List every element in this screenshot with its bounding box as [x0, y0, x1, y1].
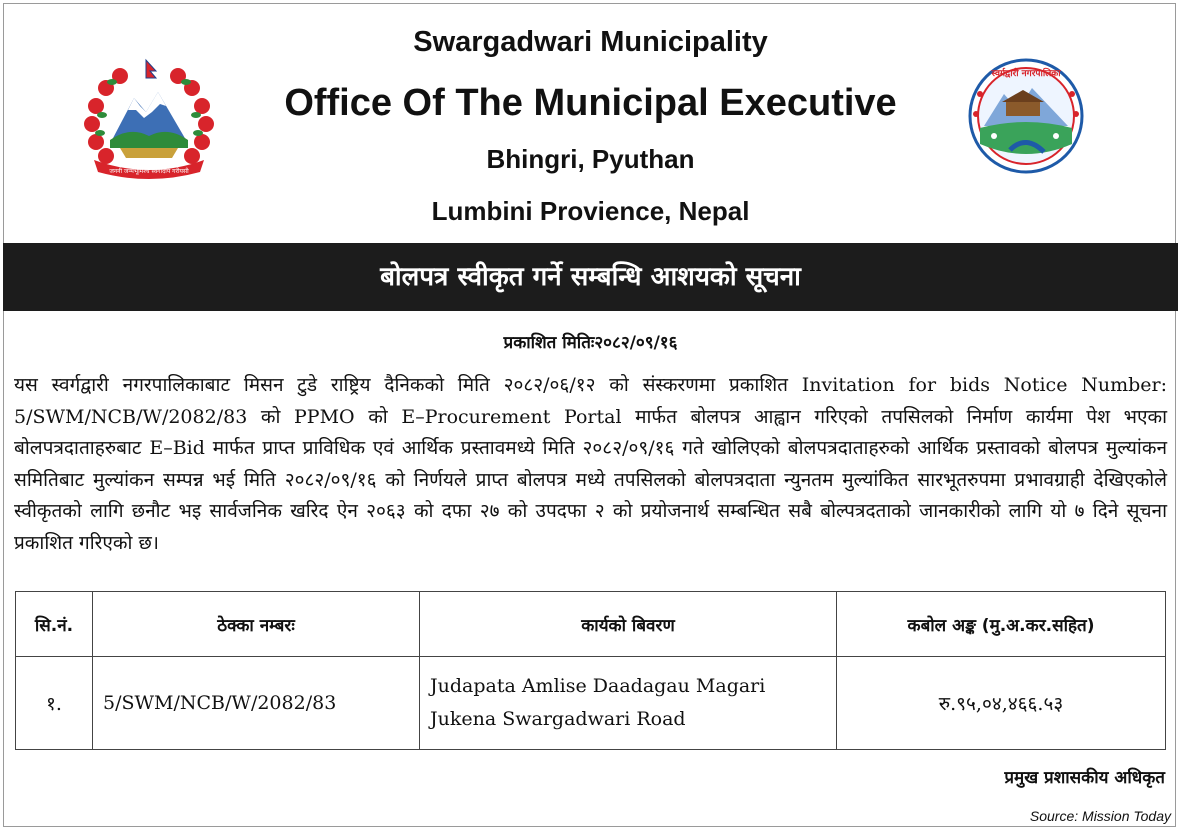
notice-title: बोलपत्र स्वीकृत गर्ने सम्बन्धि आशयको सूचना: [3, 243, 1178, 311]
description-line-2: Jukena Swargadwari Road: [430, 708, 686, 730]
cell-contract-number: 5/SWM/NCB/W/2082/83: [93, 657, 420, 750]
svg-text:जननी जन्मभूमिश्च स्वर्गादपि गर: जननी जन्मभूमिश्च स्वर्गादपि गरीयसी: [109, 168, 189, 175]
logo-text: स्वर्गद्वारी नगरपालिका: [991, 69, 1061, 79]
office-name: Office Of The Municipal Executive: [284, 82, 897, 124]
municipality-name: Swargadwari Municipality: [413, 26, 768, 58]
cell-work-description: [420, 657, 837, 750]
description-line-1: Judapata Amlise Daadagau Magari: [430, 675, 766, 697]
header-work-description: कार्यको बिवरण: [420, 592, 837, 657]
header-serial: सि.नं.: [16, 592, 93, 657]
bid-table: [15, 591, 1166, 750]
header-contract-number: ठेक्का नम्बरः: [93, 592, 420, 657]
table-row: [16, 657, 1166, 750]
swargadwari-municipality-logo-icon: [966, 54, 1086, 178]
signatory-title: प्रमुख प्रशासकीय अधिकृत: [1004, 768, 1165, 788]
office-province: Lumbini Provience, Nepal: [431, 196, 750, 226]
source-credit: Source: Mission Today: [1029, 808, 1171, 824]
header-bid-amount: कबोल अङ्क (मु.अ.कर.सहित): [837, 592, 1166, 657]
notice-header: [0, 0, 1181, 242]
published-date: प्रकाशित मितिः२०८२/०९/१६: [503, 333, 678, 353]
office-location: Bhingri, Pyuthan: [486, 144, 695, 174]
table-header-row: [16, 592, 1166, 657]
cell-bid-amount: रु.९५,०४,४६६.५३: [837, 657, 1166, 750]
cell-serial: १.: [16, 657, 93, 750]
notice-body: यस स्वर्गद्वारी नगरपालिकाबाट मिसन टुडे राष्ट्रिय दैनिकको मिति २०८२/०६/१२ को संस्करणमा प्रकाशित Invitation for bids Notice Number: 5/SWM/NCB/W/2082/83 को PPMO को E–Procurement Portal मार्फत बोलपत्र आह्वान गरिएको तपसिलको निर्माण कार्यमा पेश भएका बोलपत्रदाताहरुबाट E–Bid मार्फत प्राप्त प्राविधिक एवं आर्थिक प्रस्तावमध्ये मिति २०८२/०९/१६ गते खोलिएको बोलपत्रदाताहरुको आर्थिक प्रस्तावको बोलपत्र मुल्यांकन समितिबाट मुल्यांकन सम्पन्न भई मिति २०८२/०९/१६ को निर्णयले प्राप्त बोलपत्र मध्ये तपसिलको बोलपत्रदाता न्युनतम मुल्यांकित सारभूतरुपमा प्रभावग्राही देखिएकोले स्वीकृतको लागि छनौट भइ सार्वजनिक खरिद ऐन २०६३ को दफा २७ को उपदफा २ को प्रयोजनार्थ सम्बन्धित सबै बोल्पत्रदताको जानकारीको लागि यो ७ दिने सूचना प्रकाशित गरिएको छ।: [14, 374, 1167, 554]
